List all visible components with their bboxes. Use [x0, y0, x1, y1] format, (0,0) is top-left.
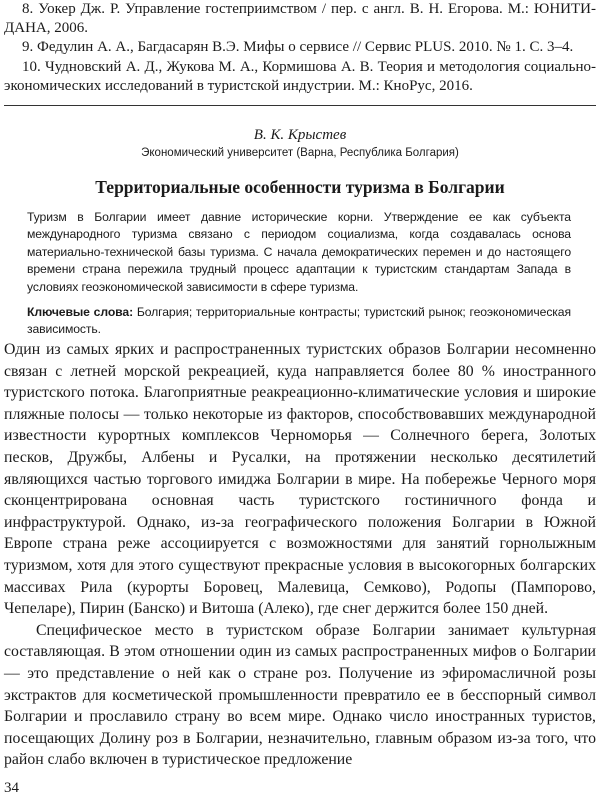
keywords-text: Болгария; территориальные контрасты; туристский рынок; геоэкономическая зависимость.: [27, 305, 571, 337]
keywords-label: Ключевые слова:: [27, 305, 134, 320]
abstract-text: Туризм в Болгарии имеет давние исторические корни. Утверждение ее как субъекта международного туризма связано с периодом социализма, когда создавалась основа материально-технической базы туризма. С начала демократических перемен и до настоящего времени страна пережила трудный процесс адаптации к туристским стандартам Запада в условиях геоэкономической зависимости в сфере туризма.: [27, 210, 571, 294]
reference-list: [4, 0, 596, 96]
article-body: [4, 339, 596, 771]
page-number: 34: [4, 780, 19, 796]
article-title: Территориальные особенности туризма в Болгарии: [95, 177, 505, 197]
section-divider: [4, 105, 596, 106]
reference-item: 10. Чудновский А. Д., Жукова М. А., Кормишова А. В. Теория и методология социально-экономических исследований в туристской индустрии. М.: КноРус, 2016.: [4, 58, 596, 94]
body-paragraph: Один из самых ярких и распространенных туристских образов Болгарии несомненно связан с летней морской рекреацией, куда направляется более 80 % иностранного туристского потока. Благоприятные реакреационно-климатические условия и широкие пляжные полосы — только некоторые из факторов, способствовавших международной известности курортных комплексов Черноморья — Солнечного берега, Золотых песков, Дружбы, Албены и Русалки, на протяжении несколько десятилетий являющихся частью торгового имиджа Болгарии в мире. На побережье Черного моря сконцентрирована основная часть туристского гостиничного фонда и инфраструктурой. Однако, из-за географического положения Болгарии в Южной Европе страна реже ассоциируется с возможностями для занятий горнолыжным туризмом, хотя для этого существуют прекрасные условия в высокогорных болгарских массивах Рила (курорты Боровец, Малевица, Семково), Родопы (Пампорово, Чепеларе), Пирин (Банско) и Витоша (Алеко), где снег держится более 150 дней.: [4, 341, 596, 618]
keywords: [27, 304, 571, 339]
reference-item: 9. Федулин А. А., Багдасарян В.Э. Мифы о сервисе // Сервис PLUS. 2010. № 1. С. 3–4.: [22, 39, 574, 56]
reference-item: 8. Уокер Дж. Р. Управление гостеприимством / пер. с англ. В. Н. Егорова. М.: ЮНИТИ-ДАНА, 2006.: [4, 1, 596, 37]
article-abstract: [27, 209, 571, 339]
journal-page: [4, 0, 596, 800]
author-affiliation: Экономический университет (Варна, Республика Болгария): [141, 147, 459, 159]
body-paragraph: Специфическое место в туристском образе Болгарии занимает культурная составляющая. В этом отношении один из самых распространенных мифов о Болгарии — это представление о ней как о стране роз. Получение из эфиромасличной розы экстрактов для косметической промышленности превратило ее в бесспорный символ Болгарии и прославило страну во всем мире. Однако число иностранных туристов, посещающих Долину роз в Болгарии, незначительно, главным образом из-за того, что район слабо включен в туристическое предложение: [4, 621, 596, 769]
article-author: В. К. Крыстев: [253, 127, 347, 143]
